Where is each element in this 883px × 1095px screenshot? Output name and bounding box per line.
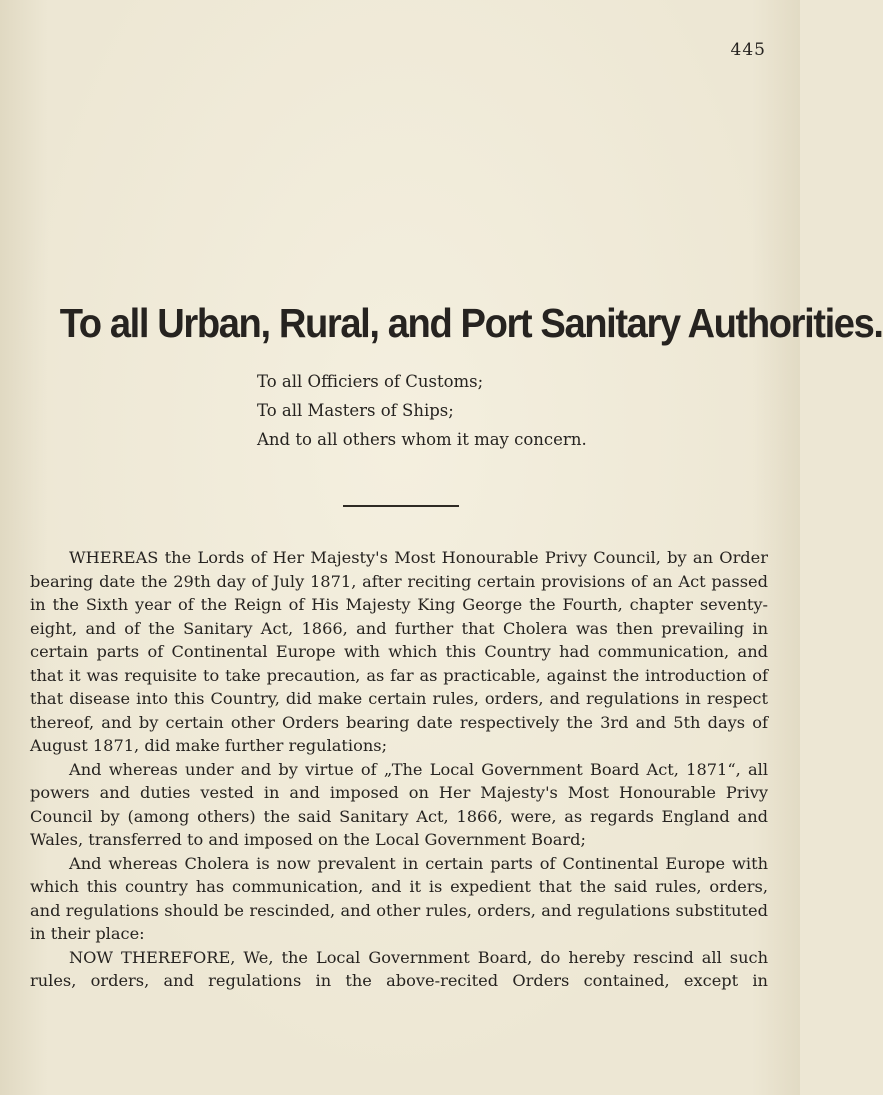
page-number: 445 (730, 40, 766, 60)
paragraph-whereas: WHEREAS the Lords of Her Majesty's Most Honourable Privy Council, by an Order bearing date the 29th day of July 1871, after reciting certain provisions of an Act passed in the Sixth year of the Reign of His Majesty King George the Fourth, chapter seventy-eight, and of the Sanitary Act, 1866, and further that Cholera was then prevailing in certain parts of Continental Europe with which this Country had communication, and that it was requisite to take precaution, as far as practicable, against the introduction of that disease into this Country, did make certain rules, orders, and regulations in respect thereof, and by certain other Orders bearing date respectively the 3rd and 5th days of August 1871, did make further regulations; (30, 548, 768, 755)
addressee-list (257, 374, 587, 461)
addressee-others: And to all others whom it may concern. (257, 430, 587, 449)
addressee-customs: To all Officiers of Customs; (257, 372, 484, 391)
paragraph-now-therefore: NOW THEREFORE, We, the Local Government Board, do hereby rescind all such rules, orders, and regulations in the above-recited Orders contained, except in (30, 947, 768, 990)
section-divider (343, 505, 459, 507)
body-text (30, 546, 768, 993)
paragraph-cholera-prevalent: And whereas Cholera is now prevalent in certain parts of Continental Europe with which this country has communication, and it is expedient that the said rules, orders, and regulations should be rescinded, and other rules, orders, and regulations substituted in their place: (30, 853, 768, 943)
addressee-masters: To all Masters of Ships; (257, 401, 454, 420)
page-title: To all Urban, Rural, and Port Sanitary Authorities. (59, 300, 883, 346)
paragraph-local-government-act: And whereas under and by virtue of „The Local Government Board Act, 1871“, all powers and duties vested in and imposed on Her Majesty's Most Honourable Privy Council by (among others) the said Sanitary Act, 1866, were, as regards England and Wales, transferred to and imposed on the Local Government Board; (30, 759, 768, 849)
